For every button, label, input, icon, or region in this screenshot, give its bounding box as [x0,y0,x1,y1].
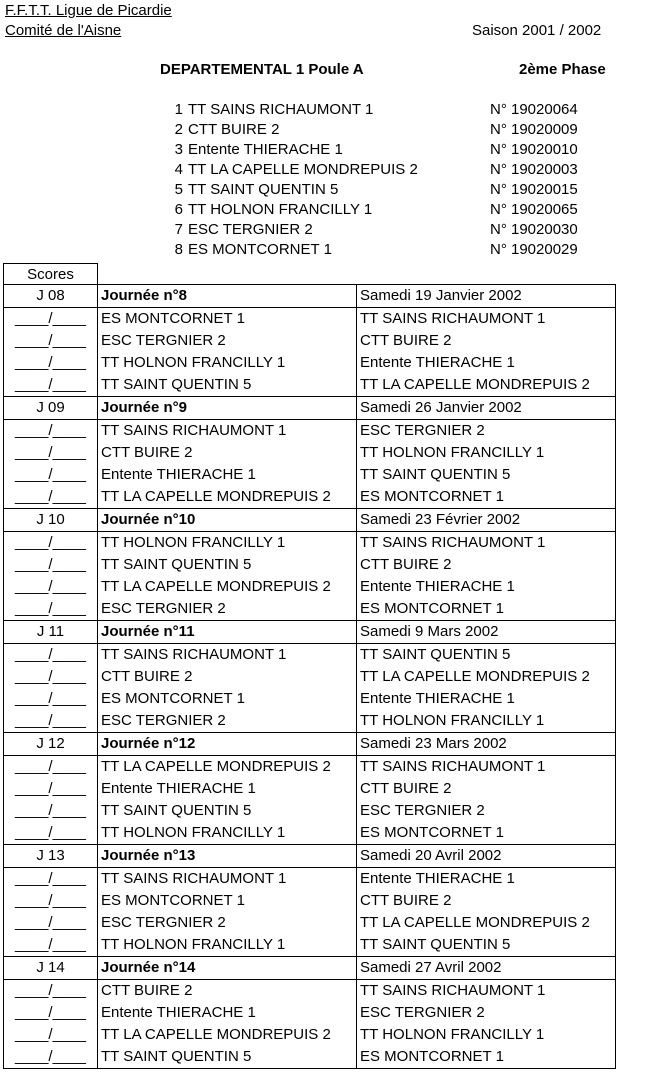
score-field[interactable]: ____/____ [4,352,98,374]
home-team: TT LA CAPELLE MONDREPUIS 2 [98,756,357,778]
home-team: ESC TERGNIER 2 [98,330,357,352]
team-number: N° 19020064 [490,101,578,118]
score-field[interactable]: ____/____ [4,868,98,890]
score-field[interactable]: ____/____ [4,912,98,934]
match-row [4,576,615,598]
away-team: Entente THIERACHE 1 [360,870,515,887]
home-team: Entente THIERACHE 1 [98,1002,357,1024]
journee-header-row [4,621,615,644]
score-field[interactable]: ____/____ [4,1046,98,1068]
journee-date: Samedi 23 Mars 2002 [360,735,507,752]
match-row [4,912,615,934]
home-team: ESC TERGNIER 2 [98,710,357,732]
away-team: Entente THIERACHE 1 [360,690,515,707]
journee-date: Samedi 20 Avril 2002 [360,847,502,864]
team-number: N° 19020029 [490,241,578,258]
match-row [4,868,615,890]
away-team: TT LA CAPELLE MONDREPUIS 2 [360,914,590,931]
match-row [4,822,615,844]
match-row [4,1024,615,1046]
journee-code: J 13 [4,845,98,867]
away-team: TT LA CAPELLE MONDREPUIS 2 [360,668,590,685]
season-label: Saison 2001 / 2002 [472,22,602,39]
team-rank: 7 [174,221,183,238]
division-title: DEPARTEMENTAL 1 Poule A [160,61,364,78]
away-team: ESC TERGNIER 2 [360,802,485,819]
home-team: ESC TERGNIER 2 [98,912,357,934]
away-team: TT SAINT QUENTIN 5 [360,466,511,483]
journee-block [3,844,616,956]
journee-title: Journée n°11 [98,621,357,643]
home-team: CTT BUIRE 2 [98,442,357,464]
score-field[interactable]: ____/____ [4,486,98,508]
away-team: TT SAINS RICHAUMONT 1 [360,310,546,327]
committee-title: Comité de l'Aisne [5,22,122,39]
journee-date: Samedi 9 Mars 2002 [360,623,499,640]
journee-block [3,956,616,1069]
score-field[interactable]: ____/____ [4,666,98,688]
journee-title: Journée n°10 [98,509,357,531]
journee-header-row [4,509,615,532]
home-team: TT SAINS RICHAUMONT 1 [98,420,357,442]
journee-code: J 11 [4,621,98,643]
journee-block [3,284,616,396]
away-team: CTT BUIRE 2 [360,780,452,797]
score-field[interactable]: ____/____ [4,890,98,912]
away-team: Entente THIERACHE 1 [360,578,515,595]
away-team: ES MONTCORNET 1 [360,488,504,505]
away-team: TT SAINT QUENTIN 5 [360,936,511,953]
journee-date: Samedi 23 Février 2002 [360,511,521,528]
away-team: ES MONTCORNET 1 [360,1048,504,1065]
away-team: ES MONTCORNET 1 [360,600,504,617]
match-row [4,778,615,800]
journee-date: Samedi 26 Janvier 2002 [360,399,522,416]
team-rank: 3 [174,141,183,158]
journee-code: J 10 [4,509,98,531]
journee-title: Journée n°12 [98,733,357,755]
score-field[interactable]: ____/____ [4,688,98,710]
match-row [4,308,615,330]
team-rank: 4 [174,161,183,178]
score-field[interactable]: ____/____ [4,308,98,330]
team-rank: 2 [174,121,183,138]
team-name: Entente THIERACHE 1 [188,141,343,158]
score-field[interactable]: ____/____ [4,756,98,778]
team-number: N° 19020015 [490,181,578,198]
team-number: N° 19020030 [490,221,578,238]
match-row [4,980,615,1002]
match-row [4,598,615,620]
away-team: TT SAINS RICHAUMONT 1 [360,534,546,551]
journee-title: Journée n°14 [98,957,357,979]
home-team: TT LA CAPELLE MONDREPUIS 2 [98,486,357,508]
match-row [4,330,615,352]
match-row [4,666,615,688]
score-field[interactable]: ____/____ [4,778,98,800]
score-field[interactable]: ____/____ [4,330,98,352]
journee-block [3,732,616,844]
score-field[interactable]: ____/____ [4,644,98,666]
team-name: TT SAINT QUENTIN 5 [188,181,339,198]
away-team: TT HOLNON FRANCILLY 1 [360,1026,545,1043]
score-field[interactable]: ____/____ [4,800,98,822]
match-row [4,1002,615,1024]
team-number: N° 19020003 [490,161,578,178]
team-number: N° 19020010 [490,141,578,158]
journee-block [3,620,616,732]
team-rank: 6 [174,201,183,218]
team-name: ESC TERGNIER 2 [188,221,313,238]
team-name: TT SAINS RICHAUMONT 1 [188,101,374,118]
team-number: N° 19020009 [490,121,578,138]
score-field[interactable]: ____/____ [4,442,98,464]
journee-header-row [4,733,615,756]
team-rank: 5 [174,181,183,198]
team-name: ES MONTCORNET 1 [188,241,332,258]
home-team: ES MONTCORNET 1 [98,688,357,710]
home-team: TT HOLNON FRANCILLY 1 [98,352,357,374]
match-row [4,688,615,710]
journee-date: Samedi 19 Janvier 2002 [360,287,522,304]
score-field[interactable]: ____/____ [4,1002,98,1024]
home-team: TT SAINT QUENTIN 5 [98,374,357,396]
team-name: TT HOLNON FRANCILLY 1 [188,201,373,218]
away-team: CTT BUIRE 2 [360,332,452,349]
match-row [4,756,615,778]
match-row [4,800,615,822]
home-team: Entente THIERACHE 1 [98,778,357,800]
match-row [4,710,615,732]
score-field[interactable]: ____/____ [4,464,98,486]
scores-column-header: Scores [3,263,98,285]
match-row [4,486,615,508]
team-rank: 8 [174,241,183,258]
journee-block [3,396,616,508]
score-field[interactable]: ____/____ [4,598,98,620]
team-rank: 1 [174,101,183,118]
journee-header-row [4,285,615,308]
match-row [4,442,615,464]
match-row [4,532,615,554]
score-field[interactable]: ____/____ [4,532,98,554]
phase-label: 2ème Phase [519,61,606,78]
match-row [4,1046,615,1068]
away-team: CTT BUIRE 2 [360,556,452,573]
journee-title: Journée n°13 [98,845,357,867]
away-team: CTT BUIRE 2 [360,892,452,909]
home-team: TT SAINS RICHAUMONT 1 [98,644,357,666]
away-team: TT SAINS RICHAUMONT 1 [360,758,546,775]
score-field[interactable]: ____/____ [4,554,98,576]
home-team: TT SAINS RICHAUMONT 1 [98,868,357,890]
score-field[interactable]: ____/____ [4,934,98,956]
journee-title: Journée n°8 [98,285,357,307]
away-team: TT LA CAPELLE MONDREPUIS 2 [360,376,590,393]
away-team: TT SAINS RICHAUMONT 1 [360,982,546,999]
home-team: TT LA CAPELLE MONDREPUIS 2 [98,1024,357,1046]
home-team: Entente THIERACHE 1 [98,464,357,486]
away-team: TT HOLNON FRANCILLY 1 [360,444,545,461]
away-team: TT HOLNON FRANCILLY 1 [360,712,545,729]
match-row [4,554,615,576]
home-team: CTT BUIRE 2 [98,666,357,688]
home-team: ES MONTCORNET 1 [98,308,357,330]
home-team: TT SAINT QUENTIN 5 [98,800,357,822]
match-row [4,352,615,374]
match-row [4,464,615,486]
match-row [4,934,615,956]
team-name: CTT BUIRE 2 [188,121,280,138]
away-team: ESC TERGNIER 2 [360,422,485,439]
match-row [4,890,615,912]
schedule-table [3,284,616,1069]
away-team: ESC TERGNIER 2 [360,1004,485,1021]
score-field[interactable]: ____/____ [4,1024,98,1046]
score-field[interactable]: ____/____ [4,710,98,732]
match-row [4,420,615,442]
team-name: TT LA CAPELLE MONDREPUIS 2 [188,161,418,178]
home-team: TT HOLNON FRANCILLY 1 [98,822,357,844]
journee-code: J 14 [4,957,98,979]
journee-code: J 09 [4,397,98,419]
home-team: TT HOLNON FRANCILLY 1 [98,934,357,956]
journee-code: J 12 [4,733,98,755]
away-team: ES MONTCORNET 1 [360,824,504,841]
home-team: TT SAINT QUENTIN 5 [98,1046,357,1068]
journee-date: Samedi 27 Avril 2002 [360,959,502,976]
journee-code: J 08 [4,285,98,307]
federation-title: F.F.T.T. Ligue de Picardie [5,2,172,19]
match-row [4,374,615,396]
journee-title: Journée n°9 [98,397,357,419]
team-number: N° 19020065 [490,201,578,218]
match-row [4,644,615,666]
journee-header-row [4,845,615,868]
score-field[interactable]: ____/____ [4,980,98,1002]
score-field[interactable]: ____/____ [4,374,98,396]
score-field[interactable]: ____/____ [4,420,98,442]
home-team: ES MONTCORNET 1 [98,890,357,912]
score-field[interactable]: ____/____ [4,822,98,844]
home-team: TT HOLNON FRANCILLY 1 [98,532,357,554]
home-team: TT SAINT QUENTIN 5 [98,554,357,576]
journee-block [3,508,616,620]
journee-header-row [4,397,615,420]
home-team: ESC TERGNIER 2 [98,598,357,620]
score-field[interactable]: ____/____ [4,576,98,598]
home-team: TT LA CAPELLE MONDREPUIS 2 [98,576,357,598]
away-team: Entente THIERACHE 1 [360,354,515,371]
away-team: TT SAINT QUENTIN 5 [360,646,511,663]
journee-header-row [4,957,615,980]
home-team: CTT BUIRE 2 [98,980,357,1002]
